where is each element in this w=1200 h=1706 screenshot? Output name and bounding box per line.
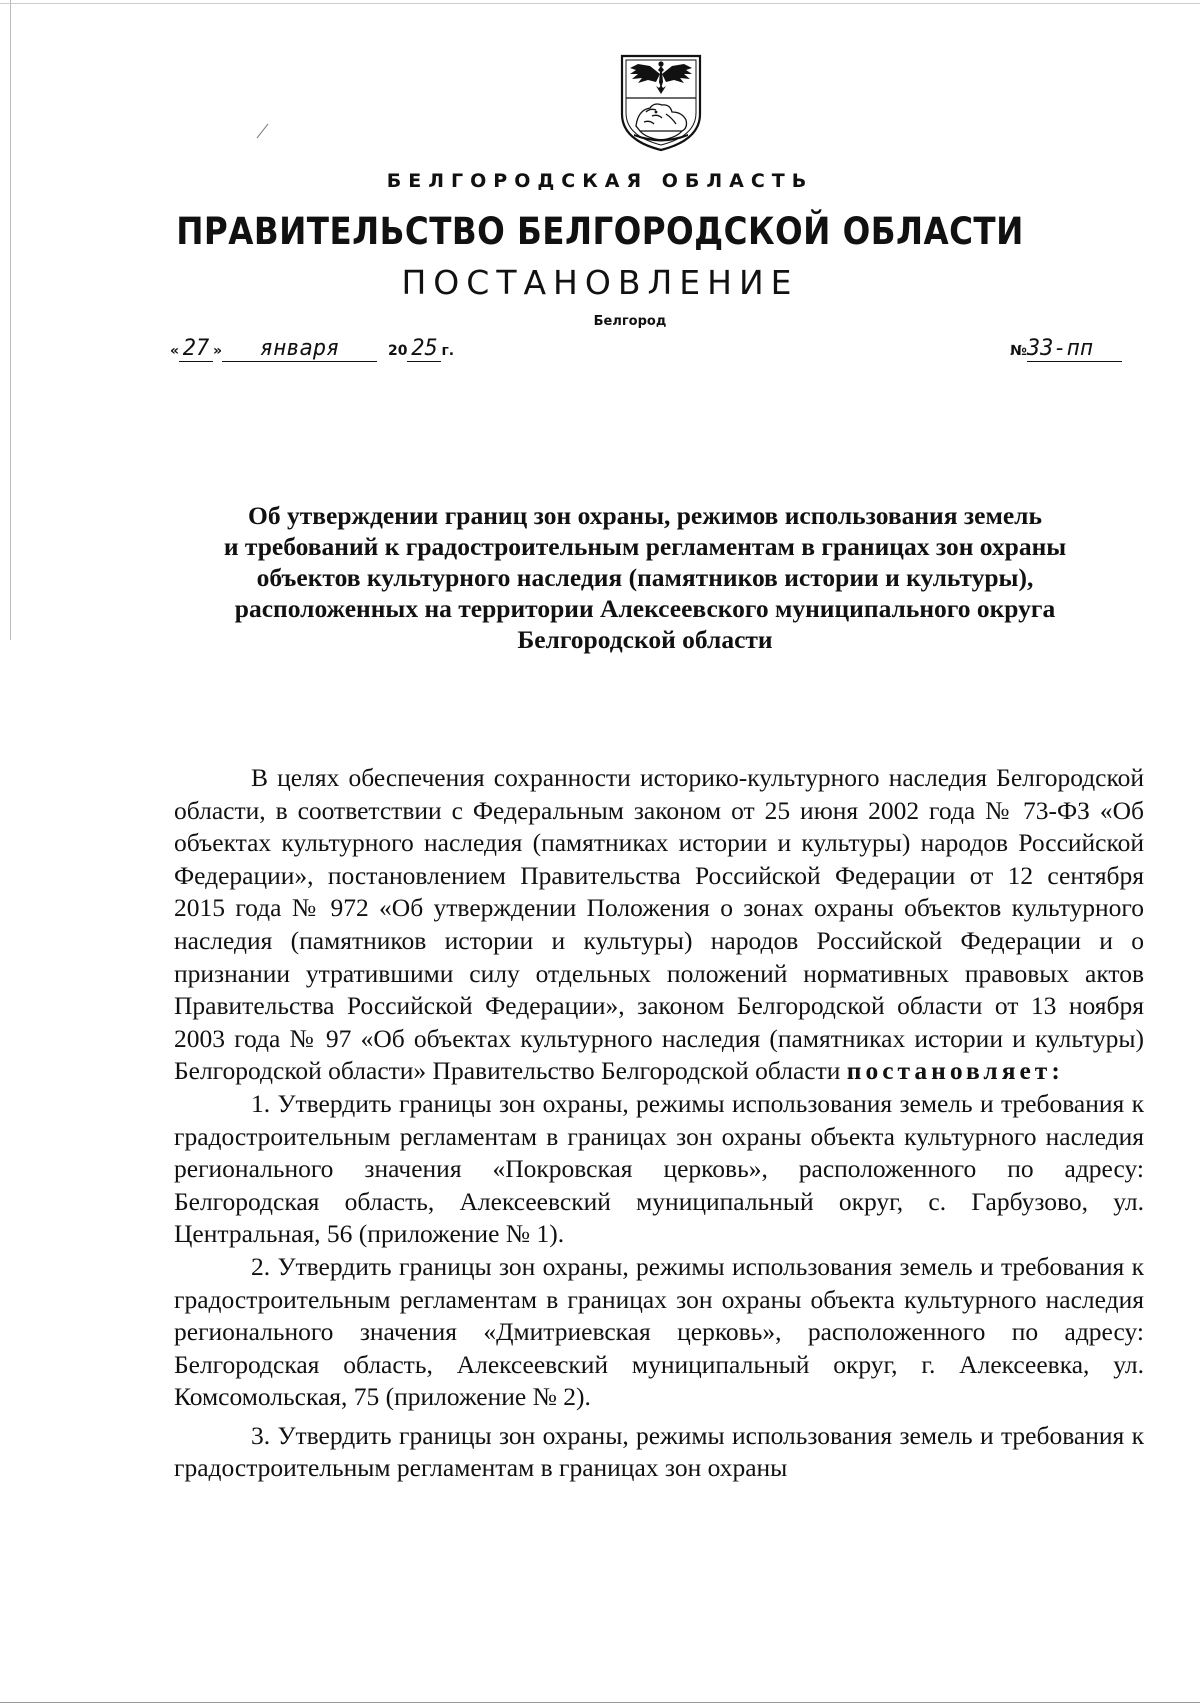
item-2-paragraph: 2. Утвердить границы зон охраны, режимы использования земель и требования к градостроительным регламентам в границах зон охраны объекта культурного наследия регионального значения «Дмитриевская церковь», расположенного по адресу: Белгородская область, Алексеевский муниципальный округ, г. Алексеевка, ул. Комсомольская, 75 (приложение № 2).: [174, 1251, 1144, 1412]
number-value: 33-пп: [1027, 336, 1122, 362]
document-type: ПОСТАНОВЛЕНИЕ: [401, 263, 799, 302]
title-line: Белгородской области: [517, 625, 773, 654]
item-3-paragraph: 3. Утвердить границы зон охраны, режимы использования земель и требования к градостроительным регламентам в границах зон охраны: [174, 1420, 1144, 1483]
region-name: БЕЛГОРОДСКАЯ ОБЛАСТЬ: [386, 170, 814, 192]
title-line: и требований к градостроительным регламентам в границах зон охраны: [223, 532, 1067, 561]
document-body: [174, 762, 1144, 1485]
date-close-quote: »: [213, 343, 223, 359]
document-number: [1010, 336, 1122, 362]
preamble-text: В целях обеспечения сохранности историко-культурного наследия Белгородской области, в соответствии с Федеральным законом от 25 июня 2002 года № 73-ФЗ «Об объектах культурного наследия (памятниках истории и культуры) народов Российской Федерации», постановлением Правительства Российской Федерации от 12 сентября 2015 года № 972 «Об утверждении Положения о зонах охраны объектов культурного наследия (памятников истории и культуры) народов Российской Федерации и о признании утратившими силу отдельных положений нормативных правовых актов Правительства Российской Федерации», законом Белгородской области от 13 ноября 2003 года № 97 «Об объектах культурного наследия (памятниках истории и культуры) Белгородской области» Правительство Белгородской области: [174, 763, 1144, 1086]
scan-mark: [257, 124, 269, 139]
date-year-prefix: 20: [387, 343, 408, 359]
document-title: [150, 500, 1140, 655]
number-prefix: №: [1010, 343, 1027, 359]
document-date: [170, 336, 454, 362]
title-line: объектов культурного наследия (памятников истории и культуры),: [256, 563, 1034, 592]
government-name: ПРАВИТЕЛЬСТВО БЕЛГОРОДСКОЙ ОБЛАСТИ: [176, 210, 1024, 253]
date-year-suffix: г.: [441, 343, 455, 359]
scan-bottom-line: [0, 1702, 1200, 1703]
item-1-paragraph: 1. Утвердить границы зон охраны, режимы использования земель и требования к градостроительным регламентам в границах зон охраны объекта культурного наследия регионального значения «Покровская церковь», расположенного по адресу: Белгородская область, Алексеевский муниципальный округ, с. Гарбузово, ул. Центральная, 56 (приложение № 1).: [174, 1088, 1144, 1249]
date-month: января: [222, 336, 377, 362]
resolves-word: постановляет:: [846, 1056, 1064, 1086]
date-open-quote: «: [170, 343, 180, 359]
title-line: расположенных на территории Алексеевского муниципального округа: [234, 594, 1056, 623]
scan-top-line: [0, 3, 1200, 4]
preamble-paragraph: [174, 762, 1144, 1088]
date-day: 27: [179, 336, 213, 362]
title-line: Об утверждении границ зон охраны, режимов использования земель: [248, 501, 1042, 530]
coat-of-arms-icon: [616, 52, 706, 152]
city-name: Белгород: [593, 314, 667, 329]
date-year: 25: [407, 336, 441, 362]
